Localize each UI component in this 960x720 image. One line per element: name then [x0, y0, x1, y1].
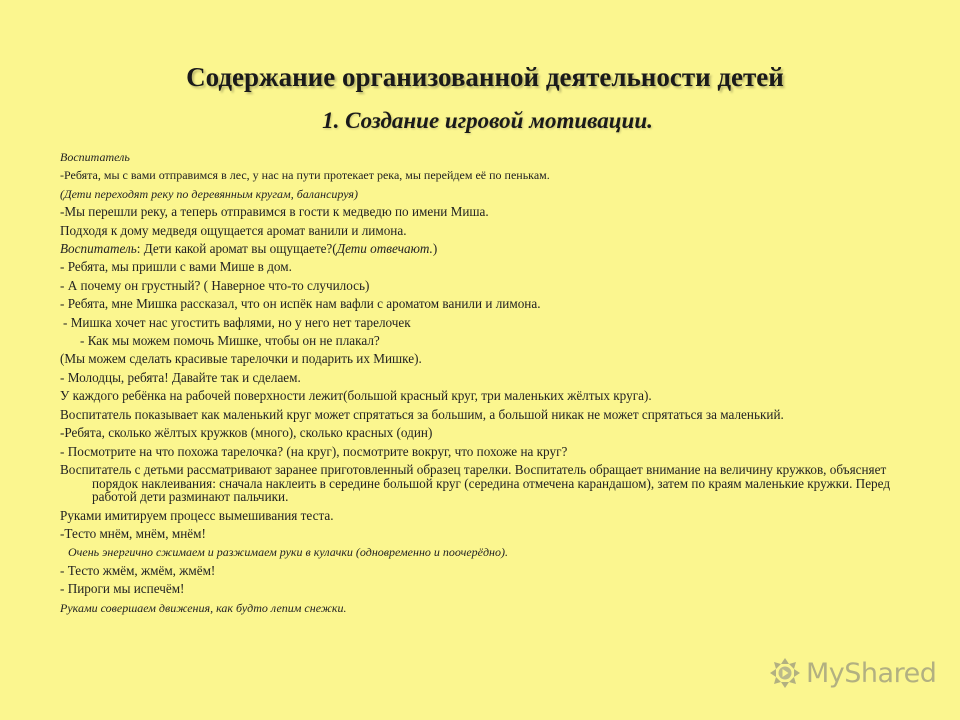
text-line: -Мы перешли реку, а теперь отправимся в гости к медведю по имени Миша. — [60, 204, 489, 220]
text-line: Подходя к дому медведя ощущается аромат ванили и лимона. — [60, 222, 407, 238]
text-line — [60, 240, 910, 258]
text-line: Очень энергично сжимаем и разжимаем руки в кулачки (одновременно и поочерёдно). — [68, 545, 509, 560]
text-line-part: Воспитатель — [60, 241, 137, 257]
text-line: - Молодцы, ребята! Давайте так и сделаем. — [60, 369, 301, 385]
text-line: -Тесто мнём, мнём, мнём! — [60, 525, 206, 541]
text-line: - Пироги мы испечём! — [60, 581, 185, 597]
text-line: - Как мы можем помочь Мишке, чтобы он не плакал? — [80, 333, 380, 349]
slide-title: Содержание организованной деятельности детей — [186, 62, 784, 92]
text-line: Воспитатель с детьми рассматривают заранее приготовленный образец тарелки. Воспитатель обращает внимание на величину кружков, объясняет порядок наклеивания: сначала наклеить в середине большой круг (середина отмечена карандашом), затем по краям маленькие кружки. Перед работой дети разминают пальчики. — [60, 462, 891, 504]
text-line: - Мишка хочет нас угостить вафлями, но у него нет тарелочек — [63, 314, 411, 330]
text-line: -Ребята, мы с вами отправимся в лес, у нас на пути протекает река, мы перейдем её по пенькам. — [60, 168, 550, 183]
text-line: - Тесто жмём, жмём, жмём! — [60, 562, 216, 578]
text-line: Воспитатель — [60, 150, 130, 164]
text-line: - Ребята, мы пришли с вами Мише в дом. — [60, 259, 292, 275]
watermark-text: MyShared — [806, 657, 937, 689]
watermark — [768, 655, 936, 691]
text-line: Воспитатель показывает как маленький круг может спрятаться за большим, а большой никак не может спрятаться за маленький. — [60, 406, 784, 422]
text-line-part: Дети отвечают. — [336, 241, 433, 257]
text-line: (Мы можем сделать красивые тарелочки и подарить их Мишке). — [60, 351, 422, 367]
myshared-logo-icon — [768, 656, 802, 690]
text-line-part: ) — [432, 241, 438, 257]
text-line: - А почему он грустный? ( Наверное что-то случилось) — [60, 277, 370, 293]
text-line-part: : Дети какой аромат вы ощущаете?( — [136, 241, 337, 257]
text-line: - Посмотрите на что похожа тарелочка? (на круг), посмотрите вокруг, что похоже на круг? — [60, 443, 568, 459]
slide-subtitle: 1. Создание игровой мотивации. — [322, 108, 653, 133]
text-line: У каждого ребёнка на рабочей поверхности лежит(большой красный круг, три маленьких жёлтых круга). — [60, 388, 652, 404]
text-line: (Дети переходят реку по деревянным кругам, балансируя) — [60, 186, 358, 201]
text-line: Руками совершаем движения, как будто лепим снежки. — [60, 600, 347, 615]
slide-body — [60, 148, 910, 617]
text-line: -Ребята, сколько жёлтых кружков (много), сколько красных (один) — [60, 425, 433, 441]
text-line: Руками имитируем процесс вымешивания теста. — [60, 507, 334, 523]
text-line: - Ребята, мне Мишка рассказал, что он испёк нам вафли с ароматом ванили и лимона. — [60, 296, 541, 312]
